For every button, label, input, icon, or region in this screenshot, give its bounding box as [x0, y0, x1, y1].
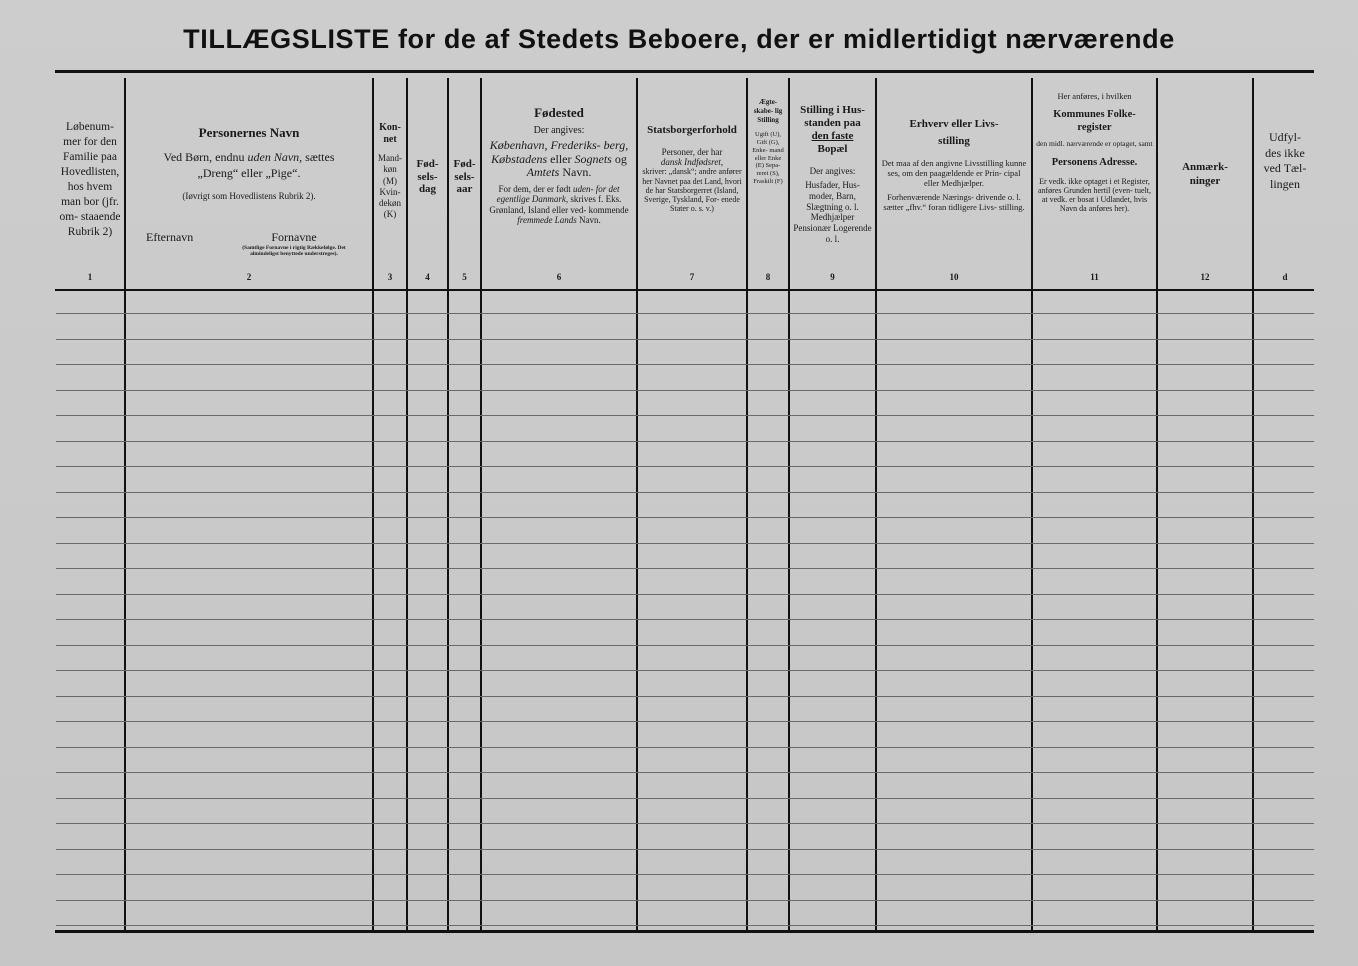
bottom-rule: [55, 930, 1314, 933]
col2-number: 2: [246, 272, 252, 282]
col9-heading2: Bopæl: [817, 143, 848, 156]
cold-header: [1254, 78, 1316, 282]
cold-number: d: [1282, 272, 1288, 282]
col4-header: [408, 78, 447, 282]
col8-text: Ugift (U), Gift (G), Enke- mand eller Enke (E) Sepa- reret (S), Fraskilt (F): [752, 131, 784, 186]
entry-row-line: [56, 772, 1314, 773]
col6-number: 6: [556, 272, 562, 282]
col5-number: 5: [462, 272, 467, 282]
col11-header: [1033, 78, 1156, 282]
col12-header: [1158, 78, 1252, 282]
col6-plain2: og: [611, 151, 627, 166]
entry-row-line: [56, 849, 1314, 850]
col7-header: [638, 78, 746, 282]
col9-text: Husfader, Hus- moder, Barn, Slægtning o. l. Medhjælper Pensionær Logerende o. l.: [793, 180, 872, 244]
entry-row-line: [56, 568, 1314, 569]
col6-para2: [484, 184, 634, 225]
col6-para2-b: skrives f. Eks. Grønland, Island eller ved- kommende: [489, 194, 629, 215]
entry-row-line: [56, 390, 1314, 391]
col6-italic2: Sognets: [574, 151, 612, 166]
col10-header: [877, 78, 1031, 282]
form-title: TILLÆGSLISTE for de af Stedets Beboere, der er midlertidigt nærværende: [183, 24, 1175, 54]
entry-row-line: [56, 823, 1314, 824]
entry-row-line: [56, 747, 1314, 748]
col2-fornavne: Fornavne: [271, 229, 317, 244]
entry-row-line: [56, 925, 1314, 926]
col12-heading: Anmærk- ninger: [1182, 161, 1228, 188]
col2-header: [126, 78, 372, 282]
col2-line1-b: sættes: [302, 149, 335, 164]
col2-fornavne-block: [234, 231, 354, 257]
entry-row-line: [56, 313, 1314, 314]
col8-header: [748, 78, 788, 282]
col6-plain1: eller: [547, 151, 575, 166]
entry-row-line: [56, 619, 1314, 620]
col2-fornavne-note: (Samtlige Fornavne i rigtig Rækkefølge. Det almindeligst benyttede understreges).: [242, 244, 346, 257]
col5-header: [449, 78, 480, 282]
col2-subheads: [128, 231, 370, 257]
col9-header: [790, 78, 875, 282]
col9-number: 9: [830, 272, 835, 282]
col6-para2-italic2: fremmede Lands: [517, 215, 577, 226]
top-rule: [55, 70, 1314, 73]
col3-header: [374, 78, 406, 282]
col1-number: 1: [87, 272, 93, 282]
header-bottom-rule: [55, 289, 1314, 291]
col6-header: [482, 78, 636, 282]
col7-heading: Statsborgerforhold: [647, 124, 737, 136]
col1-header: [56, 78, 124, 282]
col2-heading: Personernes Navn: [198, 125, 300, 140]
col3-text: Mand- køn (M) Kvin- dekøn (K): [378, 153, 402, 220]
col10-number: 10: [949, 272, 959, 282]
col11-pre: Her anføres, i hvilken: [1057, 91, 1132, 101]
col6-italic3: Amtets: [526, 164, 560, 179]
col6-para1: [484, 139, 634, 179]
col6-italic1: København, Frederiks- berg, Købstadens: [489, 138, 629, 166]
col4-number: 4: [425, 272, 430, 282]
entry-row-line: [56, 874, 1314, 875]
col2-note: (Iøvrigt som Hovedlistens Rubrik 2).: [182, 190, 316, 201]
col11-heading: Kommunes Folke- register: [1053, 108, 1136, 134]
col2-efternavn: Efternavn: [146, 229, 194, 244]
col8-heading: Ægte- skabe- lig Stilling: [753, 98, 783, 125]
col11-text1: den midl. nærværende er optaget, samt: [1036, 139, 1153, 149]
entry-row-line: [56, 364, 1314, 365]
col11-number: 11: [1090, 272, 1099, 282]
entry-row-line: [56, 441, 1314, 442]
entry-row-line: [56, 415, 1314, 416]
col6-para2-a: For dem, der er født: [498, 184, 573, 194]
col12-number: 12: [1200, 272, 1210, 282]
col10-heading: Erhverv eller Livs- stilling: [909, 118, 999, 147]
col10-text1: Det maa af den angivne Livsstilling kunne ses, om den paagældende er Prin- cipal eller Medhjælper.: [881, 158, 1027, 188]
col2-line1: [164, 151, 335, 165]
col4-heading: Fød- sels- dag: [416, 158, 439, 196]
col9-heading1: Stilling i Hus- standen paa: [800, 104, 865, 130]
col6-sub: Der angives:: [533, 124, 585, 136]
entry-row-line: [56, 645, 1314, 646]
cold-text: Udfyl- des ikke ved Tæl- lingen: [1263, 130, 1307, 191]
entry-row-line: [56, 721, 1314, 722]
col3-heading: Kon- net: [379, 122, 401, 145]
entry-row-line: [56, 339, 1314, 340]
col2-line1-italic: uden Navn,: [247, 149, 303, 164]
col6-plain3: Navn.: [559, 164, 592, 179]
entry-row-line: [56, 466, 1314, 467]
col3-number: 3: [387, 272, 393, 282]
entry-row-line: [56, 543, 1314, 544]
entry-row-line: [56, 696, 1314, 697]
entry-row-line: [56, 517, 1314, 518]
col2-line1-a: Ved Børn, endnu: [163, 149, 248, 164]
col11-heading2: Personens Adresse.: [1051, 156, 1138, 168]
col5-heading: Fød- sels- aar: [453, 158, 476, 196]
col6-heading: Fødested: [534, 105, 584, 120]
col7-italic1: dansk Indfødsret,: [660, 156, 724, 167]
col10-text2: Forhenværende Nærings- drivende o. l. sætter „fhv.“ foran tidligere Livs- stilling.: [883, 192, 1025, 213]
col11-text2: Er vedk. ikke optaget i et Register, anføres Grunden hertil (even- tuelt, at vedk. er bosat i Udlandet, hvis Navn da anføres her).: [1037, 176, 1152, 214]
col9-heading-underlined: den faste: [811, 130, 854, 143]
entry-row-line: [56, 670, 1314, 671]
col6-para2-italic: uden- for det egentlige Danmark,: [496, 184, 620, 205]
col6-para2-c: Navn.: [576, 215, 601, 226]
col7-number: 7: [689, 272, 695, 282]
entry-row-line: [56, 492, 1314, 493]
entry-row-line: [56, 594, 1314, 595]
col7-text1: Personer, der har: [661, 146, 723, 157]
col8-number: 8: [765, 272, 771, 282]
col9-sub: Der angives:: [809, 165, 856, 176]
col7-text2: skriver: „dansk“; andre anfører her Navnet paa det Land, hvori de har Statsborgerret (Island, Sverige, Tyskland, For- enede Stater o. s. v.): [642, 167, 742, 214]
entry-row-line: [56, 900, 1314, 901]
entry-row-line: [56, 798, 1314, 799]
col2-line2: „Dreng“ eller „Pige“.: [197, 165, 301, 180]
col1-text: Løbenum- mer for den Familie paa Hovedlisten, hos hvem man bor (jfr. om- staaende Rubrik 2): [59, 121, 121, 238]
